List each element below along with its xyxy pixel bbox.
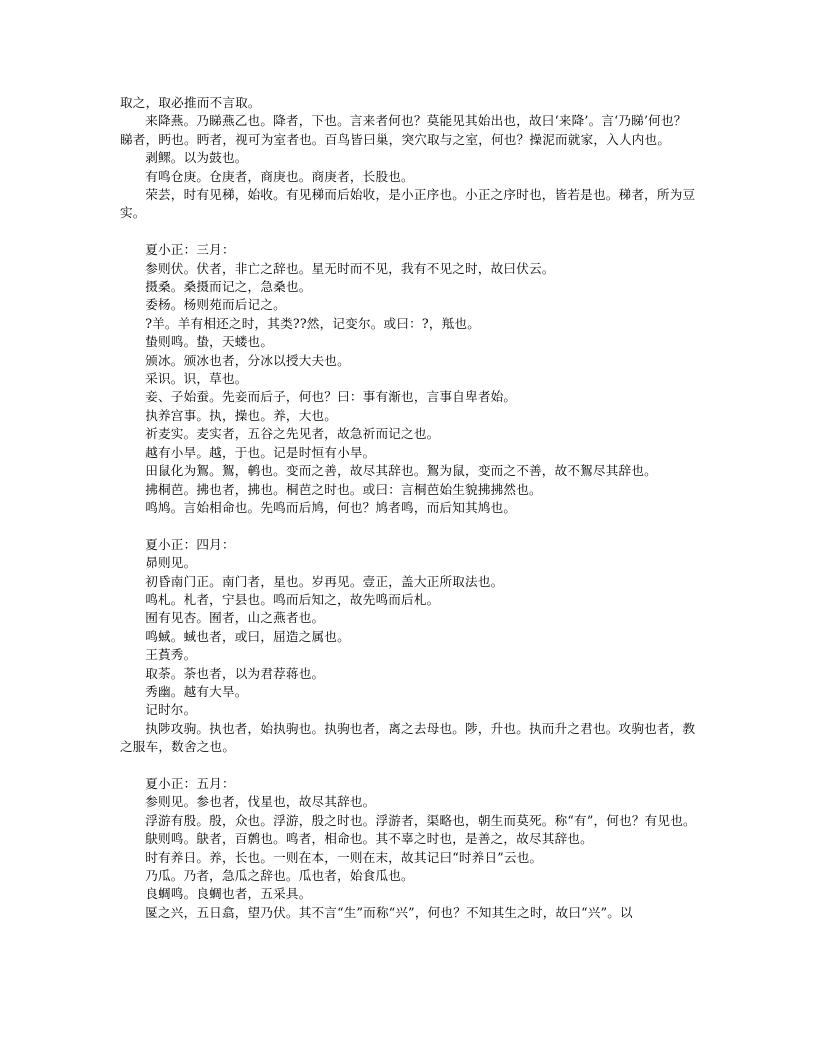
paragraph: 来降燕。乃睇燕乙也。降者，下也。言来者何也？莫能见其始出也，故曰‘来降’。言‘乃睇’何也？睇者，眄也。眄者，视可为室者也。百鸟皆曰巢，突穴取与之室，何也？操泥而就家，入人内也。	[120, 113, 687, 147]
paragraph: 拂桐芭。拂也者，拂也。桐芭之时也。或曰：言桐芭始生貌拂拂然也。	[145, 481, 542, 497]
paragraph: 鸣札。札者，宁县也。鸣而后知之，故先鸣而后札。	[145, 591, 440, 607]
paragraph: 王萯秀。	[145, 647, 197, 663]
paragraph: 颁冰。颁冰也者，分冰以授大夫也。	[145, 352, 350, 368]
paragraph: 昴则见。	[145, 555, 197, 571]
paragraph: 执陟攻驹。执也者，始执驹也。执驹也者，离之去母也。陟，升也。执而升之君也。攻驹也者，教之服车，数舍之也。	[120, 720, 696, 755]
paragraph: 祈麦实。麦实者，五谷之先见者，故急祈而记之也。	[145, 426, 440, 442]
paragraph: 良蜩鸣。良蜩也者，五采具。	[145, 886, 312, 902]
paragraph: 匽之兴，五日翕，望乃伏。其不言“生”而称“兴”，何也？不知其生之时，故曰“兴”。以	[145, 904, 633, 920]
paragraph: 执养宫事。执，操也。养，大也。	[145, 407, 338, 423]
paragraph: 蛰则鸣。蛰，天蝼也。	[145, 334, 274, 350]
paragraph: 取之，取必推而不言取。	[120, 95, 261, 110]
paragraph: 有鸣仓庚。仓庚者，商庚也。商庚者，长股也。	[145, 168, 414, 184]
paragraph: 委杨。杨则苑而后记之。	[145, 297, 286, 313]
paragraph: 记时尔。	[145, 702, 197, 718]
paragraph: 参则见。参也者，伐星也，故尽其辞也。	[145, 794, 376, 810]
paragraph: 摄桑。桑摄而记之，急桑也。	[145, 279, 312, 295]
section-gap	[120, 757, 696, 775]
paragraph: 鸣蜮。蜮也者，或曰，屈造之属也。	[145, 628, 350, 644]
paragraph: 秀幽。越有大旱。	[145, 683, 248, 699]
paragraph: 采识。识，草也。	[145, 371, 248, 387]
section-gap	[120, 223, 696, 241]
paragraph: 浮游有殷。殷，众也。浮游，殷之时也。浮游者，渠略也，朝生而莫死。称“有”，何也？有见也。	[145, 812, 696, 828]
paragraph: 初昏南门正。南门者，星也。岁再见。壹正，盖大正所取法也。	[145, 573, 504, 589]
paragraph: 乃瓜。乃者，急瓜之辞也。瓜也者，始食瓜也。	[145, 868, 414, 884]
document-page	[120, 94, 696, 922]
paragraph: 参则伏。伏者，非亡之辞也。星无时而不见，我有不见之时，故曰伏云。	[145, 260, 555, 276]
paragraph: 时有养日。养，长也。一则在本，一则在末，故其记曰“时养日”云也。	[145, 849, 543, 865]
paragraph: 夏小正：四月：	[145, 536, 235, 552]
section-gap	[120, 517, 696, 535]
paragraph: 荣芸，时有见稊，始收。有见稊而后始收，是小正序也。小正之序时也，皆若是也。稊者，所为豆实。	[120, 187, 696, 221]
paragraph: 取荼。荼也者，以为君荐蒋也。	[145, 665, 325, 681]
paragraph: 妾、子始蚕。先妾而后子，何也？曰：事有渐也，言事自卑者始。	[145, 389, 517, 405]
paragraph: 剥鳏。以为鼓也。	[145, 150, 248, 166]
paragraph: 鸣鸠。言始相命也。先鸣而后鸠，何也？鸠者鸣，而后知其鸠也。	[145, 499, 517, 515]
paragraph: 鴃则鸣。鴃者，百鹩也。鸣者，相命也。其不辜之时也，是善之，故尽其辞也。	[145, 831, 593, 847]
paragraph: 夏小正：三月：	[145, 242, 235, 258]
paragraph: 夏小正：五月：	[145, 775, 235, 791]
paragraph: ?羊。羊有相还之时，其类??然，记变尔。或曰：?，羝也。	[145, 315, 481, 331]
paragraph: 囿有见杏。囿者，山之燕者也。	[145, 610, 325, 626]
paragraph: 越有小旱。越，于也。记是时恒有小旱。	[145, 444, 376, 460]
paragraph: 田鼠化为鴽。鴽，鹌也。变而之善，故尽其辞也。鴽为鼠，变而之不善，故不鴽尽其辞也。	[145, 463, 657, 479]
